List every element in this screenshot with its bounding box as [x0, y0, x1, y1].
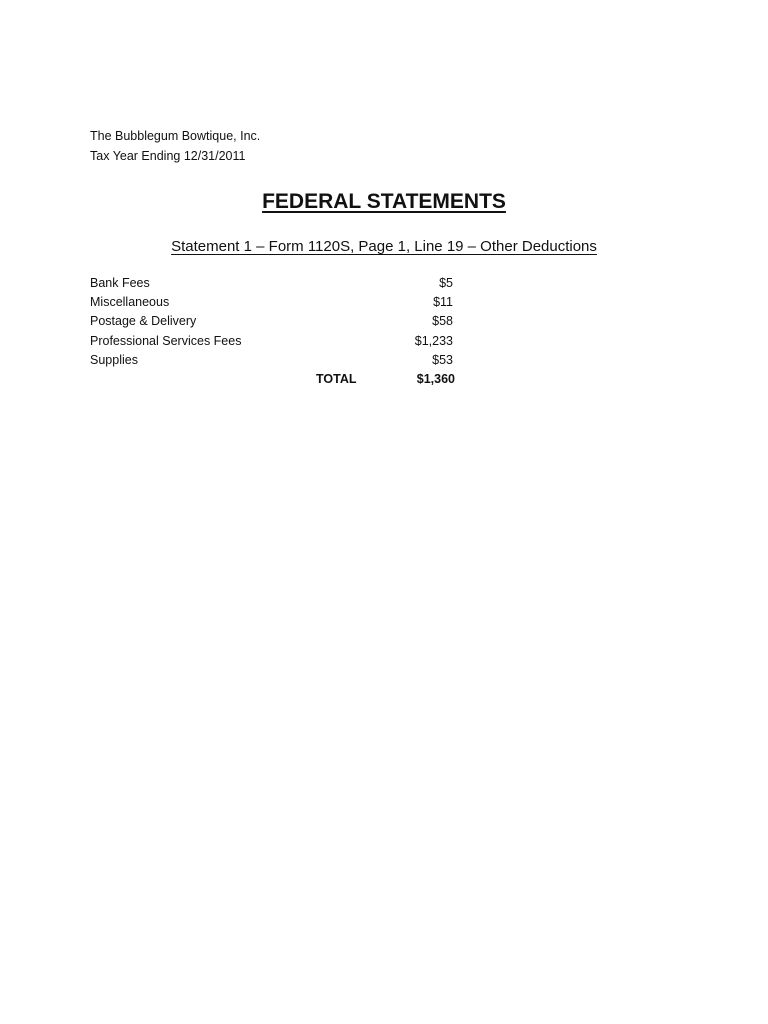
- table-row: [90, 351, 456, 370]
- company-name: The Bubblegum Bowtique, Inc.: [90, 129, 261, 143]
- total-amount: $1,360: [416, 371, 455, 386]
- deduction-label: Professional Services Fees: [90, 333, 242, 348]
- deductions-table: [90, 274, 456, 389]
- deduction-amount: $5: [439, 276, 453, 290]
- deduction-label: Supplies: [90, 352, 138, 367]
- tax-year: Tax Year Ending 12/31/2011: [90, 149, 246, 163]
- table-row: [90, 274, 456, 293]
- deduction-label: Postage & Delivery: [90, 314, 197, 329]
- deduction-amount: $1,233: [414, 333, 453, 348]
- deduction-amount: $58: [432, 314, 453, 329]
- total-row: [90, 370, 456, 389]
- document-header: [90, 126, 260, 166]
- total-label: TOTAL: [316, 371, 357, 386]
- page-title-text: FEDERAL STATEMENTS: [262, 190, 506, 213]
- statement-heading-text: Statement 1 – Form 1120S, Page 1, Line 19 – Other Deductions: [171, 238, 597, 255]
- table-row: [90, 332, 456, 351]
- table-row: [90, 293, 456, 312]
- page-title: [0, 188, 768, 216]
- deduction-amount: $11: [433, 295, 453, 310]
- deduction-label: Bank Fees: [90, 276, 150, 290]
- table-row: [90, 312, 456, 331]
- statement-heading: [0, 236, 768, 258]
- deduction-amount: $53: [432, 352, 453, 367]
- deduction-label: Miscellaneous: [90, 295, 170, 310]
